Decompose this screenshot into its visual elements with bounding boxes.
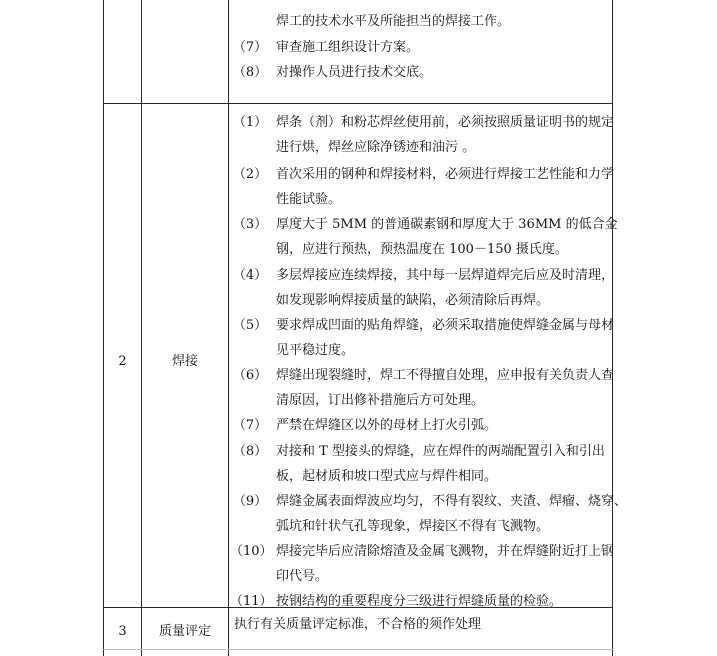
table-border-left xyxy=(103,0,104,656)
table-divider-col2 xyxy=(228,0,229,656)
section3-number: 3 xyxy=(118,624,127,639)
list-item-line: 要求焊成凹面的贴角焊缝，必须采取措施使焊缝金属与母材 xyxy=(276,318,615,333)
section3-text: 执行有关质量评定标准，不合格的须作处理 xyxy=(234,617,482,632)
list-item-line: 性能试验。 xyxy=(276,192,342,207)
section1-line-number: （8） xyxy=(232,65,268,80)
section3-name: 质量评定 xyxy=(158,624,211,639)
list-item-line: 焊条（剂）和粉芯焊丝使用前，必须按照质量证明书的规定 xyxy=(276,115,615,130)
list-item-line: 板，起材质和坡口型式应与焊件相同。 xyxy=(276,469,498,484)
list-item-line: 厚度大于 5MM 的普通碳素钢和厚度大于 36MM 的低合金 xyxy=(276,217,618,232)
list-item-number: （6） xyxy=(232,368,268,383)
section1-line-number: （7） xyxy=(232,40,268,55)
section1-line-text: 对操作人员进行技术交底。 xyxy=(276,65,433,80)
list-item-line: 清原因，订出修补措施后方可处理。 xyxy=(276,393,485,408)
list-item-number: （7） xyxy=(232,418,268,433)
list-item-number: （3） xyxy=(232,217,268,232)
list-item-number: （11） xyxy=(230,594,273,609)
list-item-line: 进行烘，焊丝应除净锈迹和油污 。 xyxy=(276,140,476,155)
list-item-line: 严禁在焊缝区以外的母材上打火引弧。 xyxy=(276,418,498,433)
table-bottom-edge xyxy=(103,649,613,650)
list-item-line: 弧坑和针状气孔等现象，焊接区不得有飞溅物。 xyxy=(276,519,550,534)
row-divider-1 xyxy=(103,103,613,104)
list-item-line: 焊缝出现裂缝时，焊工不得擅自处理，应申报有关负责人查 xyxy=(276,368,615,383)
list-item-line: 对接和 T 型接头的焊缝，应在焊件的两端配置引入和引出 xyxy=(276,444,605,459)
list-item-line: 焊接完毕后应清除熔渣及金属飞溅物，并在焊缝附近打上钢 xyxy=(276,544,615,559)
section2-name: 焊接 xyxy=(171,354,198,369)
list-item-number: （4） xyxy=(232,268,268,283)
section1-line-text: 审查施工组织设计方案。 xyxy=(276,40,420,55)
list-item-number: （10） xyxy=(230,544,273,559)
list-item-number: （9） xyxy=(232,494,268,509)
list-item-line: 按钢结构的重要程度分三级进行焊缝质量的检验。 xyxy=(276,594,563,609)
list-item-line: 见平稳过度。 xyxy=(276,343,355,358)
list-item-number: （2） xyxy=(232,167,268,182)
section1-line-text: 焊工的技术水平及所能担当的焊接工作。 xyxy=(276,14,511,29)
section2-number: 2 xyxy=(118,354,127,369)
list-item-number: （5） xyxy=(232,318,268,333)
list-item-line: 多层焊接应连续焊接，其中每一层焊道焊完后应及时清理， xyxy=(276,268,615,283)
list-item-line: 首次采用的钢种和焊接材料，必须进行焊接工艺性能和力学 xyxy=(276,167,615,182)
list-item-line: 如发现影响焊接质量的缺陷，必须清除后再焊。 xyxy=(276,293,550,308)
list-item-number: （8） xyxy=(232,444,268,459)
list-item-number: （1） xyxy=(232,115,268,130)
list-item-line: 印代号。 xyxy=(276,569,329,584)
list-item-line: 钢，应进行预热，预热温度在 100－150 摄氏度。 xyxy=(276,242,568,257)
list-item-line: 焊缝金属表面焊波应均匀，不得有裂纹、夹渣、焊瘤、烧穿、 xyxy=(276,494,628,509)
table-divider-col1 xyxy=(141,0,142,656)
